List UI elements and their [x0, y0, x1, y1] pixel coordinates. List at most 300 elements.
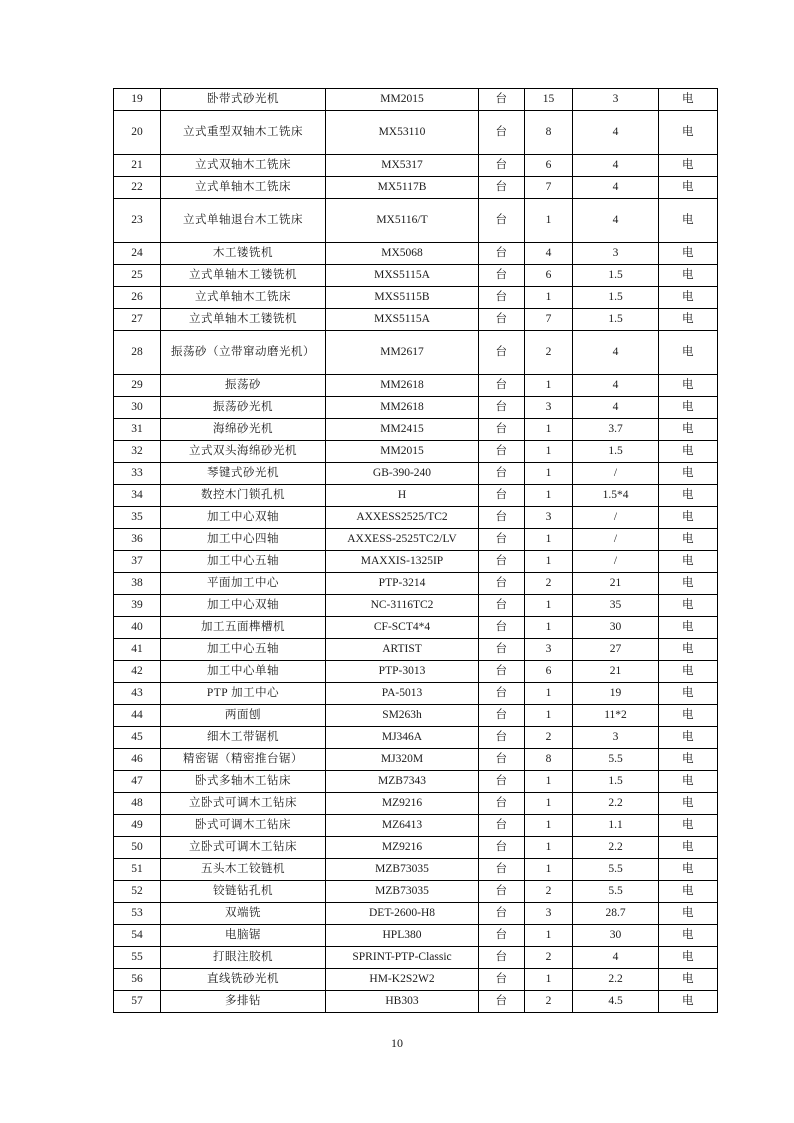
cell-type: 电	[659, 837, 718, 859]
cell-unit: 台	[479, 243, 525, 265]
cell-serial-number: 56	[114, 969, 161, 991]
cell-serial-number: 44	[114, 705, 161, 727]
table-row	[114, 441, 718, 463]
table-row	[114, 991, 718, 1013]
cell-model: AXXESS-2525TC2/LV	[326, 529, 479, 551]
cell-power: 19	[573, 683, 659, 705]
cell-serial-number: 39	[114, 595, 161, 617]
cell-equipment-name: 卧带式砂光机	[161, 89, 326, 111]
cell-model: HPL380	[326, 925, 479, 947]
table-row	[114, 331, 718, 375]
cell-equipment-name: 加工中心五轴	[161, 639, 326, 661]
cell-quantity: 6	[525, 661, 573, 683]
cell-model: ARTIST	[326, 639, 479, 661]
cell-unit: 台	[479, 309, 525, 331]
cell-equipment-name: 五头木工铰链机	[161, 859, 326, 881]
cell-equipment-name: 立式双头海绵砂光机	[161, 441, 326, 463]
cell-quantity: 1	[525, 815, 573, 837]
cell-serial-number: 31	[114, 419, 161, 441]
cell-power: /	[573, 529, 659, 551]
cell-unit: 台	[479, 375, 525, 397]
cell-equipment-name: 琴键式砂光机	[161, 463, 326, 485]
cell-quantity: 1	[525, 375, 573, 397]
cell-equipment-name: 加工中心四轴	[161, 529, 326, 551]
cell-equipment-name: 立式双轴木工铣床	[161, 155, 326, 177]
cell-equipment-name: 加工中心单轴	[161, 661, 326, 683]
cell-serial-number: 45	[114, 727, 161, 749]
cell-unit: 台	[479, 617, 525, 639]
cell-model: PTP-3214	[326, 573, 479, 595]
cell-quantity: 1	[525, 859, 573, 881]
cell-power: 1.5	[573, 441, 659, 463]
cell-type: 电	[659, 199, 718, 243]
cell-unit: 台	[479, 969, 525, 991]
cell-equipment-name: 双端铣	[161, 903, 326, 925]
cell-power: 4	[573, 199, 659, 243]
cell-equipment-name: 立式单轴木工铣床	[161, 287, 326, 309]
cell-unit: 台	[479, 573, 525, 595]
cell-model: DET-2600-H8	[326, 903, 479, 925]
cell-equipment-name: 数控木门锁孔机	[161, 485, 326, 507]
cell-quantity: 2	[525, 991, 573, 1013]
cell-serial-number: 53	[114, 903, 161, 925]
cell-power: 4	[573, 155, 659, 177]
cell-quantity: 1	[525, 837, 573, 859]
cell-type: 电	[659, 617, 718, 639]
table-row	[114, 727, 718, 749]
cell-power: /	[573, 463, 659, 485]
cell-power: 4.5	[573, 991, 659, 1013]
table-row	[114, 683, 718, 705]
cell-power: 30	[573, 617, 659, 639]
cell-model: CF-SCT4*4	[326, 617, 479, 639]
cell-type: 电	[659, 771, 718, 793]
cell-serial-number: 54	[114, 925, 161, 947]
cell-power: 3	[573, 243, 659, 265]
cell-model: MX5068	[326, 243, 479, 265]
cell-serial-number: 51	[114, 859, 161, 881]
table-row	[114, 947, 718, 969]
table-row	[114, 815, 718, 837]
cell-equipment-name: 加工中心双轴	[161, 507, 326, 529]
table-row	[114, 749, 718, 771]
cell-quantity: 1	[525, 793, 573, 815]
cell-power: 4	[573, 331, 659, 375]
cell-equipment-name: 立卧式可调木工钻床	[161, 837, 326, 859]
cell-equipment-name: 加工中心双轴	[161, 595, 326, 617]
table-row	[114, 903, 718, 925]
cell-equipment-name: 直线铣砂光机	[161, 969, 326, 991]
cell-type: 电	[659, 265, 718, 287]
cell-quantity: 2	[525, 573, 573, 595]
cell-quantity: 4	[525, 243, 573, 265]
cell-power: 1.5	[573, 287, 659, 309]
cell-unit: 台	[479, 837, 525, 859]
cell-model: MX5317	[326, 155, 479, 177]
cell-serial-number: 21	[114, 155, 161, 177]
cell-unit: 台	[479, 441, 525, 463]
cell-quantity: 2	[525, 331, 573, 375]
table-row	[114, 595, 718, 617]
cell-equipment-name: 加工五面榫槽机	[161, 617, 326, 639]
cell-quantity: 1	[525, 463, 573, 485]
cell-type: 电	[659, 177, 718, 199]
cell-power: 21	[573, 573, 659, 595]
cell-power: 1.1	[573, 815, 659, 837]
cell-power: 1.5	[573, 309, 659, 331]
table-row	[114, 155, 718, 177]
table-row	[114, 375, 718, 397]
cell-unit: 台	[479, 771, 525, 793]
cell-equipment-name: 立式单轴木工镂铣机	[161, 309, 326, 331]
cell-model: MXS5115B	[326, 287, 479, 309]
cell-power: 4	[573, 397, 659, 419]
cell-model: MM2415	[326, 419, 479, 441]
cell-type: 电	[659, 419, 718, 441]
cell-type: 电	[659, 881, 718, 903]
table-row	[114, 771, 718, 793]
cell-equipment-name: 卧式可调木工钻床	[161, 815, 326, 837]
cell-quantity: 1	[525, 485, 573, 507]
cell-model: HB303	[326, 991, 479, 1013]
cell-model: H	[326, 485, 479, 507]
cell-quantity: 8	[525, 749, 573, 771]
cell-quantity: 1	[525, 529, 573, 551]
cell-type: 电	[659, 661, 718, 683]
cell-model: MXS5115A	[326, 265, 479, 287]
cell-unit: 台	[479, 727, 525, 749]
cell-equipment-name: 立式重型双轴木工铣床	[161, 111, 326, 155]
cell-unit: 台	[479, 639, 525, 661]
cell-unit: 台	[479, 463, 525, 485]
cell-unit: 台	[479, 815, 525, 837]
cell-equipment-name: 卧式多轴木工钻床	[161, 771, 326, 793]
cell-unit: 台	[479, 991, 525, 1013]
cell-model: MZB73035	[326, 859, 479, 881]
cell-type: 电	[659, 375, 718, 397]
cell-model: SM263h	[326, 705, 479, 727]
cell-serial-number: 52	[114, 881, 161, 903]
cell-serial-number: 37	[114, 551, 161, 573]
equipment-table-container	[113, 88, 694, 1013]
cell-type: 电	[659, 287, 718, 309]
cell-serial-number: 46	[114, 749, 161, 771]
table-row	[114, 177, 718, 199]
cell-serial-number: 38	[114, 573, 161, 595]
cell-equipment-name: 精密锯（精密推台锯）	[161, 749, 326, 771]
cell-serial-number: 48	[114, 793, 161, 815]
cell-equipment-name: 海绵砂光机	[161, 419, 326, 441]
cell-model: MJ346A	[326, 727, 479, 749]
cell-serial-number: 23	[114, 199, 161, 243]
table-row	[114, 243, 718, 265]
cell-unit: 台	[479, 507, 525, 529]
cell-equipment-name: 立式单轴木工镂铣机	[161, 265, 326, 287]
cell-quantity: 1	[525, 419, 573, 441]
cell-model: MM2015	[326, 441, 479, 463]
cell-serial-number: 30	[114, 397, 161, 419]
equipment-table-body	[114, 89, 718, 1013]
cell-power: 35	[573, 595, 659, 617]
cell-type: 电	[659, 705, 718, 727]
cell-power: 30	[573, 925, 659, 947]
cell-quantity: 3	[525, 397, 573, 419]
cell-unit: 台	[479, 287, 525, 309]
cell-serial-number: 25	[114, 265, 161, 287]
cell-serial-number: 32	[114, 441, 161, 463]
cell-unit: 台	[479, 749, 525, 771]
cell-power: 4	[573, 375, 659, 397]
table-row	[114, 111, 718, 155]
table-row	[114, 89, 718, 111]
cell-quantity: 1	[525, 551, 573, 573]
cell-power: 2.2	[573, 969, 659, 991]
table-row	[114, 419, 718, 441]
cell-equipment-name: 木工镂铣机	[161, 243, 326, 265]
cell-model: MM2618	[326, 375, 479, 397]
cell-model: PTP-3013	[326, 661, 479, 683]
cell-power: 2.2	[573, 793, 659, 815]
cell-type: 电	[659, 89, 718, 111]
cell-serial-number: 19	[114, 89, 161, 111]
cell-type: 电	[659, 309, 718, 331]
cell-serial-number: 36	[114, 529, 161, 551]
cell-unit: 台	[479, 683, 525, 705]
table-row	[114, 925, 718, 947]
cell-type: 电	[659, 463, 718, 485]
cell-unit: 台	[479, 331, 525, 375]
table-row	[114, 573, 718, 595]
cell-quantity: 8	[525, 111, 573, 155]
cell-power: 21	[573, 661, 659, 683]
cell-quantity: 6	[525, 265, 573, 287]
cell-model: MJ320M	[326, 749, 479, 771]
cell-equipment-name: 立式单轴退台木工铣床	[161, 199, 326, 243]
cell-equipment-name: 平面加工中心	[161, 573, 326, 595]
cell-equipment-name: 振荡砂光机	[161, 397, 326, 419]
cell-quantity: 1	[525, 925, 573, 947]
page-number: 10	[391, 1036, 403, 1050]
cell-type: 电	[659, 573, 718, 595]
cell-type: 电	[659, 683, 718, 705]
cell-equipment-name: PTP 加工中心	[161, 683, 326, 705]
cell-serial-number: 40	[114, 617, 161, 639]
cell-equipment-name: 振荡砂	[161, 375, 326, 397]
table-row	[114, 859, 718, 881]
cell-unit: 台	[479, 265, 525, 287]
cell-unit: 台	[479, 947, 525, 969]
cell-equipment-name: 多排钻	[161, 991, 326, 1013]
cell-power: 4	[573, 111, 659, 155]
table-row	[114, 551, 718, 573]
cell-type: 电	[659, 639, 718, 661]
table-row	[114, 793, 718, 815]
table-row	[114, 199, 718, 243]
cell-serial-number: 42	[114, 661, 161, 683]
cell-model: MM2015	[326, 89, 479, 111]
cell-type: 电	[659, 155, 718, 177]
cell-power: 2.2	[573, 837, 659, 859]
table-row	[114, 529, 718, 551]
cell-model: MX5116/T	[326, 199, 479, 243]
cell-model: HM-K2S2W2	[326, 969, 479, 991]
table-row	[114, 639, 718, 661]
cell-equipment-name: 立式单轴木工铣床	[161, 177, 326, 199]
cell-power: 1.5*4	[573, 485, 659, 507]
cell-model: MZB73035	[326, 881, 479, 903]
cell-serial-number: 34	[114, 485, 161, 507]
cell-quantity: 1	[525, 595, 573, 617]
cell-serial-number: 27	[114, 309, 161, 331]
cell-model: PA-5013	[326, 683, 479, 705]
cell-type: 电	[659, 903, 718, 925]
cell-quantity: 1	[525, 287, 573, 309]
cell-model: MZB7343	[326, 771, 479, 793]
cell-type: 电	[659, 947, 718, 969]
cell-unit: 台	[479, 859, 525, 881]
cell-type: 电	[659, 485, 718, 507]
cell-serial-number: 43	[114, 683, 161, 705]
cell-type: 电	[659, 749, 718, 771]
cell-equipment-name: 电脑锯	[161, 925, 326, 947]
cell-quantity: 6	[525, 155, 573, 177]
cell-serial-number: 57	[114, 991, 161, 1013]
table-row	[114, 397, 718, 419]
cell-serial-number: 22	[114, 177, 161, 199]
cell-model: NC-3116TC2	[326, 595, 479, 617]
cell-unit: 台	[479, 793, 525, 815]
cell-unit: 台	[479, 903, 525, 925]
cell-quantity: 1	[525, 441, 573, 463]
cell-unit: 台	[479, 89, 525, 111]
cell-unit: 台	[479, 551, 525, 573]
cell-power: /	[573, 551, 659, 573]
cell-quantity: 2	[525, 881, 573, 903]
cell-power: 4	[573, 947, 659, 969]
cell-power: 4	[573, 177, 659, 199]
cell-model: MZ9216	[326, 837, 479, 859]
table-row	[114, 507, 718, 529]
table-row	[114, 287, 718, 309]
cell-serial-number: 20	[114, 111, 161, 155]
cell-quantity: 1	[525, 617, 573, 639]
cell-unit: 台	[479, 529, 525, 551]
cell-power: 1.5	[573, 771, 659, 793]
cell-equipment-name: 细木工带锯机	[161, 727, 326, 749]
cell-power: 3.7	[573, 419, 659, 441]
cell-equipment-name: 两面刨	[161, 705, 326, 727]
cell-model: MAXXIS-1325IP	[326, 551, 479, 573]
table-row	[114, 617, 718, 639]
cell-quantity: 2	[525, 727, 573, 749]
cell-unit: 台	[479, 595, 525, 617]
table-row	[114, 837, 718, 859]
cell-power: 5.5	[573, 749, 659, 771]
cell-type: 电	[659, 397, 718, 419]
cell-type: 电	[659, 815, 718, 837]
cell-serial-number: 41	[114, 639, 161, 661]
cell-serial-number: 24	[114, 243, 161, 265]
cell-unit: 台	[479, 397, 525, 419]
cell-quantity: 7	[525, 177, 573, 199]
cell-model: MXS5115A	[326, 309, 479, 331]
cell-power: 3	[573, 89, 659, 111]
table-row	[114, 705, 718, 727]
cell-type: 电	[659, 507, 718, 529]
cell-unit: 台	[479, 199, 525, 243]
cell-quantity: 3	[525, 639, 573, 661]
cell-model: MZ6413	[326, 815, 479, 837]
cell-equipment-name: 加工中心五轴	[161, 551, 326, 573]
table-row	[114, 265, 718, 287]
cell-model: MZ9216	[326, 793, 479, 815]
cell-model: MM2618	[326, 397, 479, 419]
cell-unit: 台	[479, 485, 525, 507]
equipment-table	[113, 88, 718, 1013]
cell-type: 电	[659, 595, 718, 617]
cell-serial-number: 47	[114, 771, 161, 793]
table-row	[114, 661, 718, 683]
cell-model: GB-390-240	[326, 463, 479, 485]
cell-model: MX5117B	[326, 177, 479, 199]
table-row	[114, 969, 718, 991]
cell-type: 电	[659, 551, 718, 573]
cell-quantity: 3	[525, 507, 573, 529]
cell-equipment-name: 铰链钻孔机	[161, 881, 326, 903]
cell-power: 1.5	[573, 265, 659, 287]
cell-model: MX53110	[326, 111, 479, 155]
cell-model: SPRINT-PTP-Classic	[326, 947, 479, 969]
cell-power: /	[573, 507, 659, 529]
cell-type: 电	[659, 529, 718, 551]
cell-serial-number: 35	[114, 507, 161, 529]
cell-serial-number: 55	[114, 947, 161, 969]
cell-power: 3	[573, 727, 659, 749]
cell-type: 电	[659, 243, 718, 265]
table-row	[114, 463, 718, 485]
cell-type: 电	[659, 969, 718, 991]
cell-unit: 台	[479, 661, 525, 683]
table-row	[114, 485, 718, 507]
cell-quantity: 7	[525, 309, 573, 331]
cell-unit: 台	[479, 881, 525, 903]
cell-power: 11*2	[573, 705, 659, 727]
table-row	[114, 881, 718, 903]
cell-model: AXXESS2525/TC2	[326, 507, 479, 529]
cell-type: 电	[659, 925, 718, 947]
cell-serial-number: 28	[114, 331, 161, 375]
cell-quantity: 15	[525, 89, 573, 111]
table-row	[114, 309, 718, 331]
cell-serial-number: 26	[114, 287, 161, 309]
cell-equipment-name: 振荡砂（立带窜动磨光机）	[161, 331, 326, 375]
cell-power: 5.5	[573, 859, 659, 881]
cell-unit: 台	[479, 925, 525, 947]
cell-quantity: 3	[525, 903, 573, 925]
cell-unit: 台	[479, 177, 525, 199]
cell-unit: 台	[479, 419, 525, 441]
cell-unit: 台	[479, 705, 525, 727]
cell-power: 5.5	[573, 881, 659, 903]
cell-equipment-name: 打眼注胶机	[161, 947, 326, 969]
cell-type: 电	[659, 991, 718, 1013]
cell-quantity: 1	[525, 683, 573, 705]
cell-serial-number: 33	[114, 463, 161, 485]
cell-type: 电	[659, 331, 718, 375]
cell-unit: 台	[479, 111, 525, 155]
cell-unit: 台	[479, 155, 525, 177]
cell-type: 电	[659, 727, 718, 749]
